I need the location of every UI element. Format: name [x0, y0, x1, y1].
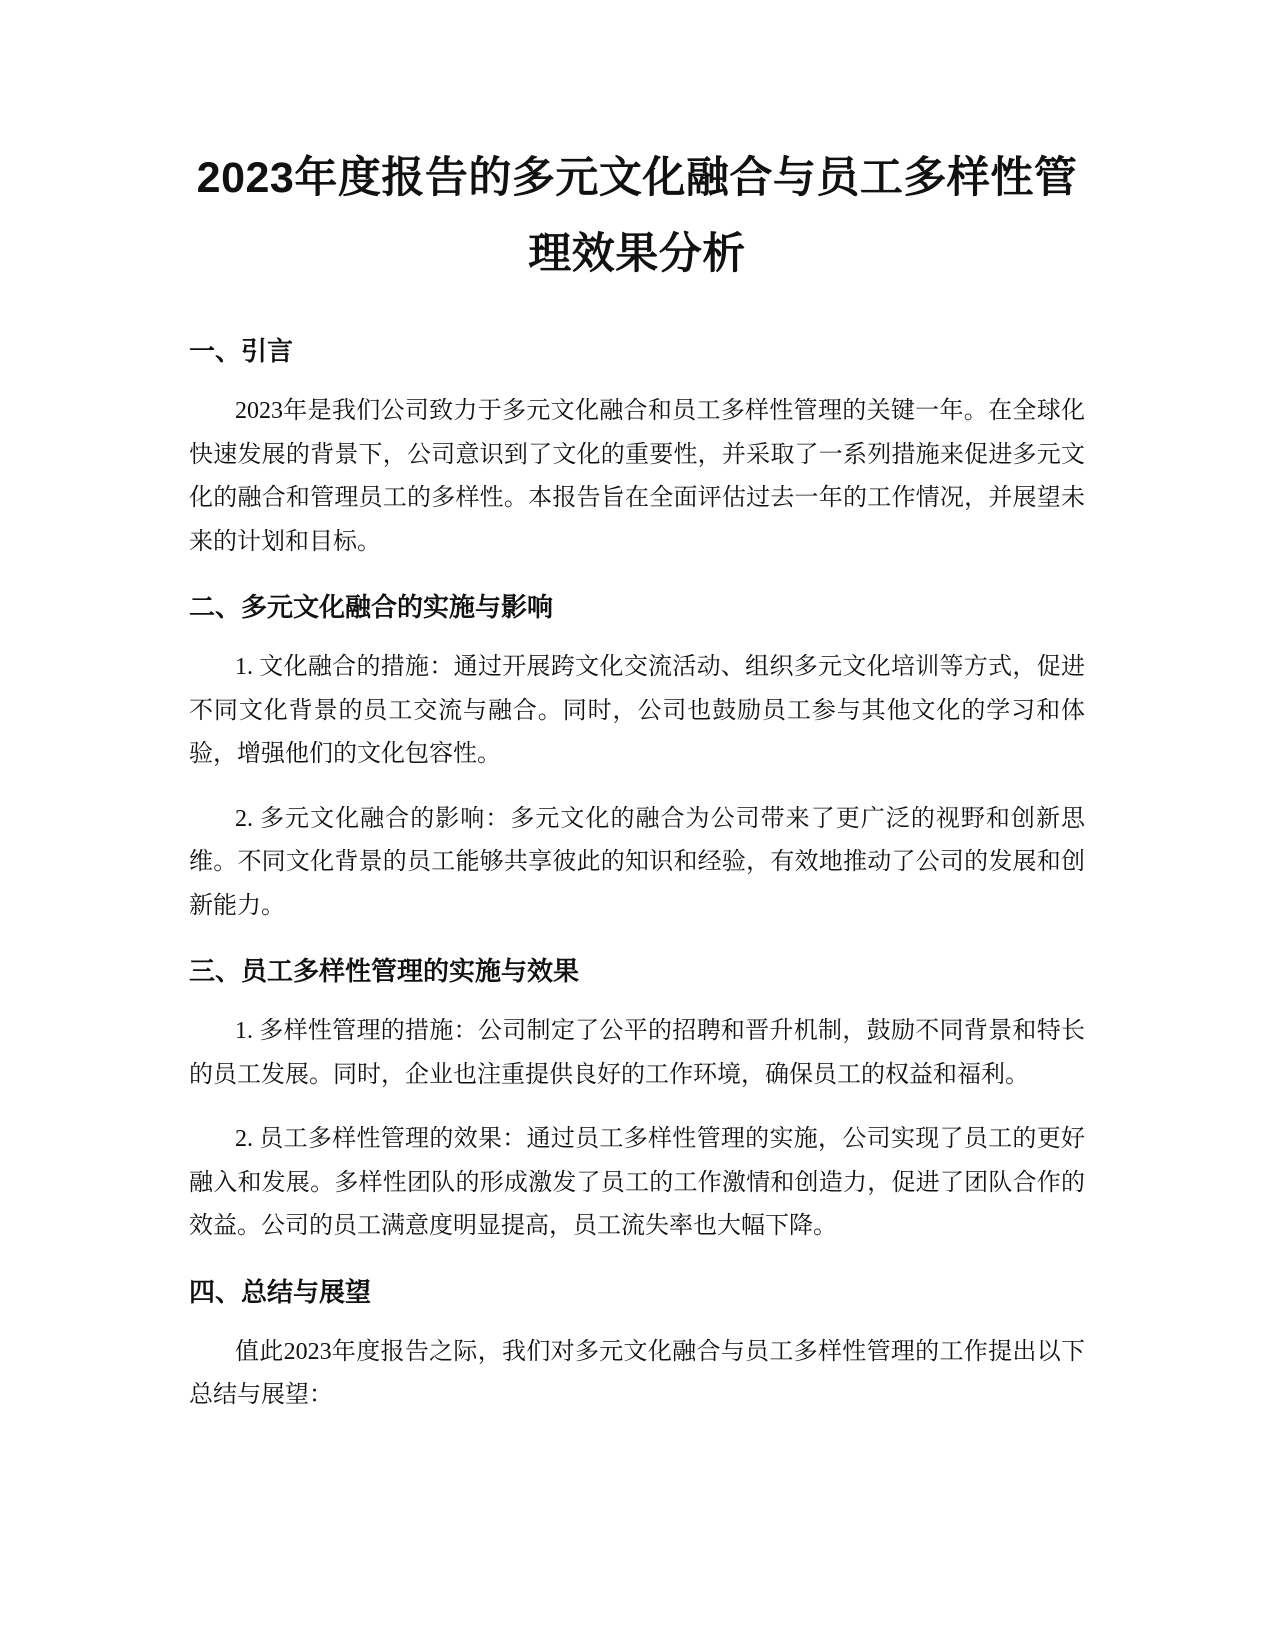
document-page — [189, 140, 1085, 1439]
section-heading: 二、多元文化融合的实施与影响 — [189, 592, 554, 622]
document-title: 2023年度报告的多元文化融合与员工多样性管理效果分析 — [196, 154, 1078, 278]
section-heading: 三、员工多样性管理的实施与效果 — [189, 956, 580, 986]
section-introduction — [189, 334, 1085, 564]
paragraph: 1. 多样性管理的措施：公司制定了公平的招聘和晋升机制，鼓励不同背景和特长的员工发展。同时，企业也注重提供良好的工作环境，确保员工的权益和福利。 — [189, 1018, 1085, 1088]
section-heading: 四、总结与展望 — [189, 1276, 372, 1307]
section-diversity-management — [189, 954, 1085, 1249]
section-heading: 一、引言 — [189, 336, 294, 366]
section-cultural-integration — [189, 590, 1085, 928]
paragraph: 2. 员工多样性管理的效果：通过员工多样性管理的实施，公司实现了员工的更好融入和发展。多样性团队的形成激发了员工的工作激情和创造力，促进了团队合作的效益。公司的员工满意度明显提高，员工流失率也大幅下降。 — [189, 1126, 1085, 1239]
section-summary-outlook — [189, 1275, 1085, 1418]
paragraph: 值此2023年度报告之际，我们对多元文化融合与员工多样性管理的工作提出以下总结与展望： — [189, 1338, 1085, 1408]
paragraph: 1. 文化融合的措施：通过开展跨文化交流活动、组织多元文化培训等方式，促进不同文化背景的员工交流与融合。同时，公司也鼓励员工参与其他文化的学习和体验，增强他们的文化包容性。 — [189, 654, 1085, 767]
paragraph: 2. 多元文化融合的影响：多元文化的融合为公司带来了更广泛的视野和创新思维。不同文化背景的员工能够共享彼此的知识和经验，有效地推动了公司的发展和创新能力。 — [189, 805, 1085, 919]
paragraph: 2023年是我们公司致力于多元文化融合和员工多样性管理的关键一年。在全球化快速发展的背景下，公司意识到了文化的重要性，并采取了一系列措施来促进多元文化的融合和管理员工的多样性。本报告旨在全面评估过去一年的工作情况，并展望未来的计划和目标。 — [189, 398, 1085, 555]
